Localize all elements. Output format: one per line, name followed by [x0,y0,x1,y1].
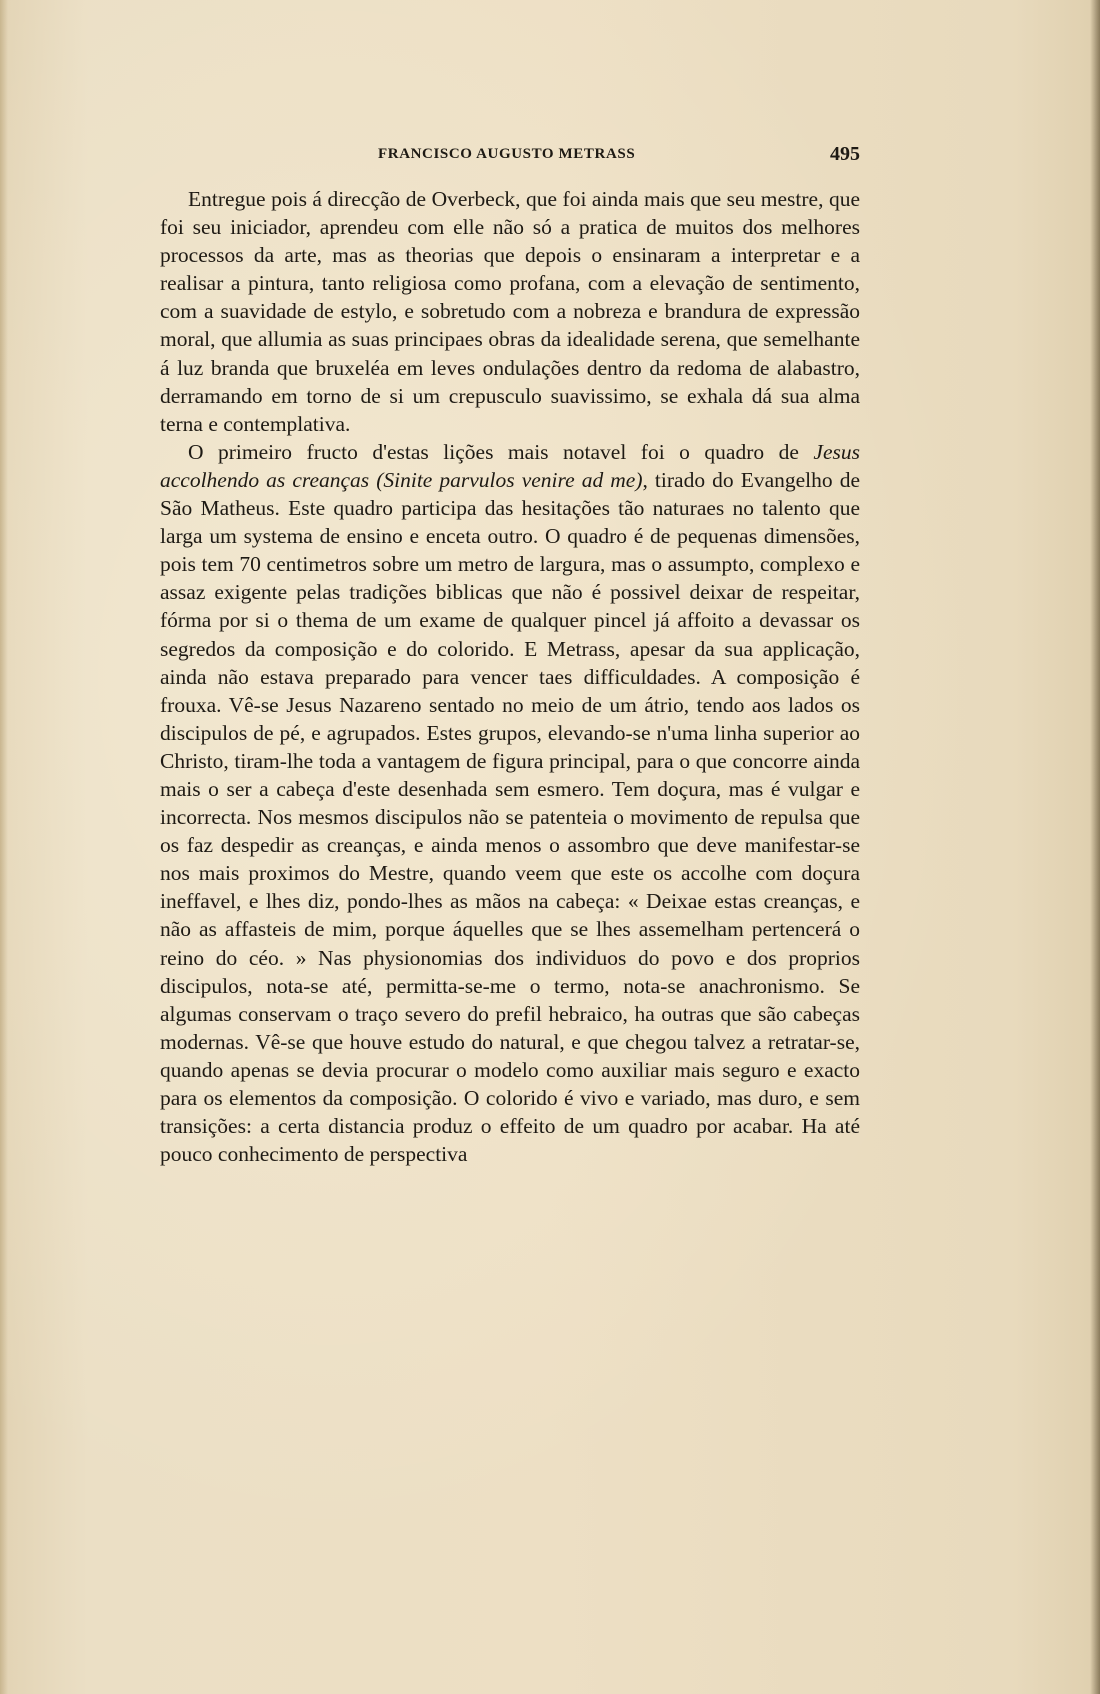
page-header [160,143,860,168]
running-head: FRANCISCO AUGUSTO METRASS [378,146,636,162]
paragraph-text: O primeiro fructo d'estas lições mais notavel foi o quadro de [188,439,814,464]
paragraph [160,438,860,1168]
page-edge-shadow-right [1090,0,1100,1694]
page-edge-shadow-left [0,0,8,1694]
body-text [160,185,860,1168]
artwork-title: Jesus accolhendo as creanças (Sinite parvulos venire ad me) [160,439,860,492]
paragraph-text: , tirado do Evangelho de São Matheus. Este quadro participa das hesitações tão naturaes no talento que larga um systema de ensino e enceta outro. O quadro é de pequenas dimensões, pois tem 70 centimetros sobre um metro de largura, mas o assumpto, complexo e assaz exigente pelas tradições biblicas que não é possivel deixar de respeitar, fórma por si o thema de um exame de qualquer pincel já affoito a devassar os segredos da composição e do colorido. E Metrass, apesar da sua applicação, ainda não estava preparado para vencer taes difficuldades. A composição é frouxa. Vê-se Jesus Nazareno sentado no meio de um átrio, tendo aos lados os discipulos de pé, e agrupados. Estes grupos, elevando-se n'uma linha superior ao Christo, tiram-lhe toda a vantagem de figura principal, para o que concorre ainda mais o ser a cabeça d'este desenhada sem esmero. Tem doçura, mas é vulgar e incorrecta. Nos mesmos discipulos não se patenteia o movimento de repulsa que os faz despedir as creanças, e ainda menos o assombro que deve manifestar-se nos mais proximos do Mestre, quando veem que este os accolhe com doçura ineffavel, e lhes diz, pondo-lhes as mãos na cabeça: « Deixae estas creanças, e não as affasteis de mim, porque áquelles que se lhes assemelham pertencerá o reino do céo. » Nas physionomias dos individuos do povo e dos proprios discipulos, nota-se até, permitta-se-me o termo, nota-se anachronismo. Se algumas conservam o traço severo do prefil hebraico, ha outras que são cabeças modernas. Vê-se que houve estudo do natural, e que chegou talvez a retratar-se, quando apenas se devia procurar o modelo como auxiliar mais seguro e exacto para os elementos da composição. O colorido é vivo e variado, mas duro, e sem transições: a certa distancia produz o effeito de um quadro por acabar. Ha até pouco conhecimento de perspectiva [160,467,860,1167]
paragraph: Entregue pois á direcção de Overbeck, que foi ainda mais que seu mestre, que foi seu iniciador, aprendeu com elle não só a pratica de muitos dos melhores processos da arte, mas as theorias que depois o ensinaram a interpretar e a realisar a pintura, tanto religiosa como profana, com a elevação de sentimento, com a suavidade de estylo, e sobretudo com a nobreza e brandura de expressão moral, que allumia as suas principaes obras da idealidade serena, que semelhante á luz branda que bruxeléa em leves ondulações dentro da redoma de alabastro, derramando em torno de si um crepusculo suavissimo, se exhala dá sua alma terna e contemplativa. [160,187,860,436]
page-number: 495 [830,143,860,165]
